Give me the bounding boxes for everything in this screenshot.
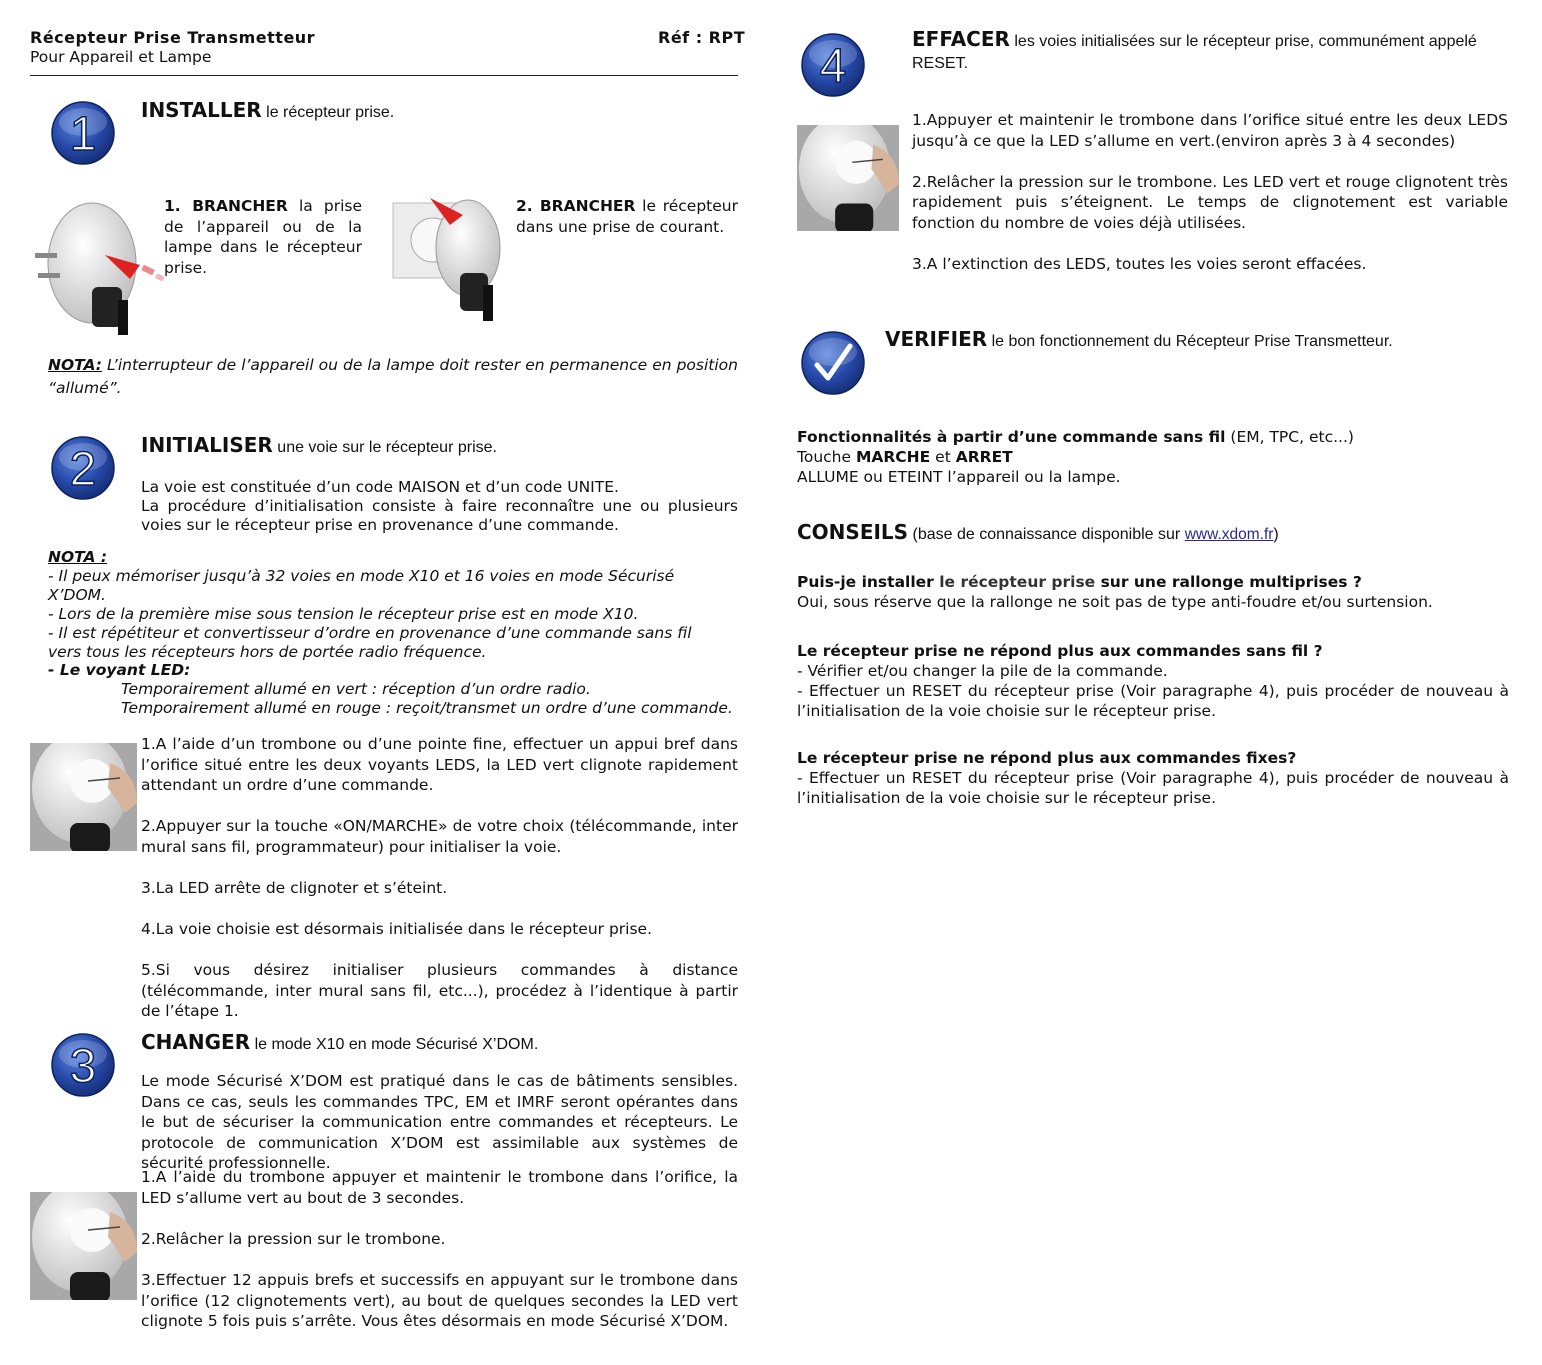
step-1-branch-text-2: 2. BRANCHER le récepteur dans une prise de courant.	[516, 197, 738, 236]
faq-3: Le récepteur prise ne répond plus aux commandes fixes? - Effectuer un RESET du récepteur prise (Voir paragraphe 4), puis procéder de nouveau à l’initialisation de la voie choisie sur le récepteur prise.	[797, 749, 1509, 807]
features-block: Fonctionnalités à partir d’une commande sans fil (EM, TPC, etc...) Touche MARCHE et ARRET ALLUME ou ETEINT l’appareil ou la lampe.	[797, 428, 1354, 486]
svg-text:1: 1	[69, 108, 97, 161]
step-1-branch-text-1: 1. BRANCHER la prise de l’appareil ou de la lampe dans le récepteur prise.	[164, 197, 362, 277]
paperclip-photo-1	[30, 743, 137, 851]
section-2-heading: INITIALISER une voie sur le récepteur prise.	[141, 433, 497, 457]
step-2-badge-icon	[50, 435, 116, 501]
section-4-heading: EFFACER les voies initialisées sur le récepteur prise, communément appelé RESET.	[912, 27, 1477, 72]
section-4-steps: 1.Appuyer et maintenir le trombone dans l’orifice situé entre les deux LEDS jusqu’à ce que la LED s’allume en vert.(environ après 3 à 4 secondes) 2.Relâcher la pression sur le trombone. Les LED vert et rouge clignotent très rapidement puis s’éteignent. Le temps de clignotement est variable fonction du nombre de voies déjà utilisées. 3.A l’extinction des LEDS, toutes les voies seront effacées.	[912, 111, 1508, 273]
svg-text:4: 4	[819, 40, 847, 93]
doc-title: Récepteur Prise Transmetteur	[30, 28, 316, 47]
faq-2: Le récepteur prise ne répond plus aux commandes sans fil ? - Vérifier et/ou changer la pile de la commande. - Effectuer un RESET du récepteur prise (Voir paragraphe 4), puis procéder de nouveau à l’initialisation de la voie choisie sur le récepteur prise.	[797, 642, 1509, 720]
led-info: - Le voyant LED: Temporairement allumé en vert : réception d’un ordre radio. Temporairement allumé en rouge : reçoit/transmet un ordre d’une commande.	[48, 661, 733, 717]
conseils-heading: CONSEILS (base de connaissance disponible sur www.xdom.fr)	[797, 520, 1279, 544]
step-4-badge-icon	[800, 32, 866, 98]
section-1-heading: INSTALLER le récepteur prise.	[141, 98, 395, 122]
paperclip-photo-2	[30, 1192, 137, 1300]
doc-subtitle: Pour Appareil et Lampe	[30, 48, 212, 66]
section-3-steps: 1.A l’aide du trombone appuyer et maintenir le trombone dans l’orifice, la LED s’allume vert au bout de 3 secondes. 2.Relâcher la pression sur le trombone. 3.Effectuer 12 appuis brefs et successifs en appuyant sur le trombone dans l’orifice (12 clignotements vert), au bout de quelques secondes la LED vert clignote 5 fois puis s’arrête. Vous êtes désormais en mode Sécurisé X’DOM.	[141, 1168, 738, 1330]
header-rule	[30, 75, 738, 76]
section-3-intro: Le mode Sécurisé X’DOM est pratiqué dans le cas de bâtiments sensibles. Dans ce cas, seuls les commandes TPC, EM et IMRF seront opérantes dans le but de sécuriser la communication entre commandes et récepteurs. Le protocole de communication X’DOM est assimilable aux systèmes de sécurité professionnelle.	[141, 1072, 738, 1172]
section-3-heading: CHANGER le mode X10 en mode Sécurisé X’DOM.	[141, 1030, 539, 1054]
paperclip-photo-3	[797, 125, 899, 231]
section-2-steps: 1.A l’aide d’un trombone ou d’une pointe fine, effectuer un appui bref dans l’orifice situé entre les deux voyants LEDS, la LED vert clignote rapidement attendant un ordre d’une commande. 2.Appuyer sur la touche «ON/MARCHE» de votre choix (télécommande, inter mural sans fil, programmateur) pour initialiser la voie. 3.La LED arrête de clignoter et s’éteint. 4.La voie choisie est désormais initialisée dans le récepteur prise. 5.Si vous désirez initialiser plusieurs commandes à distance (télécommande, inter mural sans fil, etc...), procédez à l’identique à partir de l’étape 1.	[141, 735, 738, 1020]
step-3-badge-icon	[50, 1032, 116, 1098]
check-badge-icon	[800, 330, 866, 396]
svg-text:3: 3	[69, 1040, 97, 1093]
xdom-link[interactable]: www.xdom.fr	[1184, 526, 1274, 543]
step-1-badge-icon	[50, 100, 116, 166]
section-2-intro: La voie est constituée d’un code MAISON et d’un code UNITE. La procédure d’initialisation consiste à faire reconnaître une ou plusieurs voies sur le récepteur prise en provenance d’une commande.	[141, 478, 738, 534]
verify-heading: VERIFIER le bon fonctionnement du Récepteur Prise Transmetteur.	[885, 327, 1393, 351]
plug-wall-photo	[388, 193, 513, 323]
doc-ref: Réf : RPT	[658, 28, 746, 47]
plug-insert-photo	[30, 195, 165, 340]
svg-text:2: 2	[69, 443, 97, 496]
faq-1: Puis-je installer le récepteur prise sur une rallonge multiprises ? Oui, sous réserve que la rallonge ne soit pas de type anti-foudre et/ou surtension.	[797, 573, 1433, 611]
section-2-nota: NOTA : - Il peux mémoriser jusqu’à 32 voies en mode X10 et 16 voies en mode Sécurisé X’DOM. - Lors de la première mise sous tension le récepteur prise est en mode X10. - Il est répétiteur et convertisseur d’ordre en provenance d’une commande sans fil vers tous les récepteurs hors de portée radio fréquence.	[48, 548, 692, 661]
step-1-nota: NOTA: L’interrupteur de l’appareil ou de la lampe doit rester en permanence en position “allumé”.	[48, 356, 738, 397]
